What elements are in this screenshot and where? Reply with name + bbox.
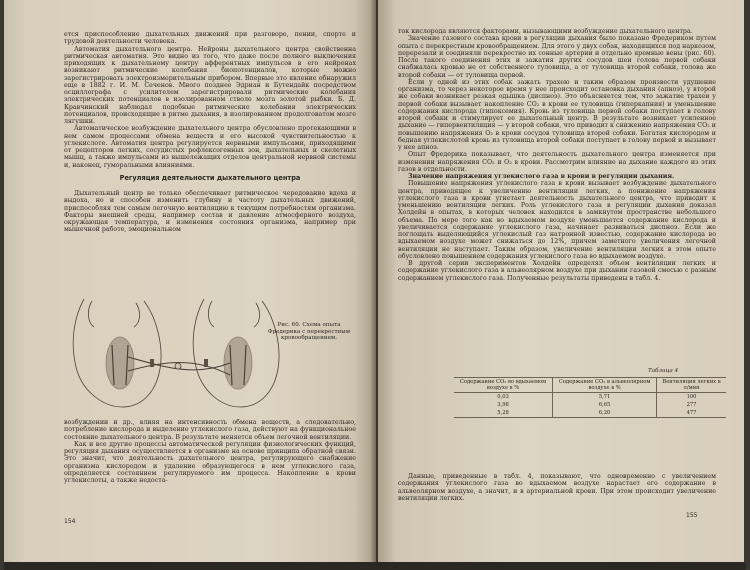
table-header: Содержание CO₂ во вдыхаемом воздухе в % <box>459 379 547 391</box>
open-book <box>4 0 746 568</box>
right-page <box>378 0 744 562</box>
section-title: Регуляция деятельности дыхательного центра <box>119 173 301 182</box>
table-cell: 0,03 <box>497 394 509 400</box>
paragraph: Повышение напряжения углекислого газа в крови вызывает возбуждение дыхательного центра, приводящее к увеличению вентиляции легких, а понижение напряжения углекислого газа в крови угнетает деятельность дыхательного центра, что приводит к уменьшению вентиляции легких. Роль углекислого газа в регуляции дыхания доказал Холдейн в опытах, в которых человек находился в замкнутом пространстве небольшого объема. По мере того как во вдыхаемом воздухе уменьшается содержание кислорода и увеличивается содержание углекислого газа, начинает развиваться диспноэ. Если же поглощать выделяющийся углекислый газ натронной известью, содержание кислорода во вдыхаемом воздухе может снижаться до 12%, причем заметного увеличения легочной вентиляции не наступает. Таким образом, увеличение вентиляции легких в этом опыте обусловлено повышением содержания углекислого газа во вдыхаемом воздухе. <box>398 180 716 260</box>
paragraph: ток кислорода являются факторами, вызывающими возбуждение дыхательного центра. <box>398 28 693 35</box>
paragraph: Автоматическое возбуждение дыхательного центра обусловлено протекающими в нем самом процессами обмена веществ и его высокой чувствительностью к углекислоте. Автоматия центра регулируется нервными импульсами, приходящими от рецепторов легких, сосудистых рефлексогенных зон, дыхательных и скелетных мышц, а также импульсами из вышележащих отделов центральной нервной системы и, наконец, гуморальными влияниями. <box>64 125 356 169</box>
table-cell: 277 <box>657 401 726 409</box>
paragraph: ется приспособление дыхательных движений при разговоре, пении, спорте и трудовой деятельности человека. <box>64 31 356 46</box>
subsection-title: Значение напряжения углекислого газа в крови в регуляции дыхания. <box>408 173 675 180</box>
table-header: Вентиляция легких в л/мин <box>657 378 726 393</box>
table-row <box>454 393 726 402</box>
table-cell: 6,20 <box>553 409 657 418</box>
table-row <box>454 409 726 418</box>
paragraph: возбуждении и др., влияя на интенсивность обмена веществ, а следовательно, потребление кислорода и выделение углекислого газа, действуют на функциональное состояние дыхательного центра. В результате меняется объем легочной вентиляции. <box>64 419 356 441</box>
paragraph: Как и все другие процессы автоматической регуляции физиологических функций, регуляция дыхания осуществляется в организме на основе принципа обратной связи. Это значит, что деятельность дыхательного центра, регулирующего снабжение организма кислородом и удаление образующегося в нем углекислого газа, определяется состоянием регулируемого им процесса. Накопление в крови углекислоты, а также недоста- <box>64 440 356 484</box>
table-row <box>454 401 726 409</box>
figure-caption: Рис. 60. Схема опыта Фредерика с перекрестным кровообращением. <box>267 322 351 342</box>
paragraph: Опыт Фредерика показывает, что деятельность дыхательного центра изменяется при изменении напряжения CO₂ и O₂ в крови. Рассмотрим влияние на дыхание каждого из этих газов в отдельности. <box>398 151 716 173</box>
page-number-right: 155 <box>686 512 698 519</box>
right-text-top <box>398 28 716 282</box>
table-cell: 5,28 <box>497 410 509 416</box>
right-text-bottom <box>398 473 716 502</box>
table-header-row <box>454 378 726 393</box>
paragraph-automatia: Автоматия дыхательного центра. Нейроны дыхательного центра свойственна ритмическая автоматия. Это видно из того, что даже после полного выключения приходящих к дыхательному центру афферентных импульсов в его нейронах возникают ритмические колебания биопотенциалов, которые можно зарегистрировать электроизмерительным прибором. Впервые это явление обнаружил еще в 1882 г. И. М. Сеченов. Много позднее Эдриан и Бутендайк посредством осциллографа с усилителем зарегистрировали ритмические колебания электрических потенциалов в изолированном стволе мозга золотой рыбки. Б. Д. Кравчинский наблюдал подобные ритмические колебания электрических потенциалов, происходящие в ритме дыхания, в изолированном продолговатом мозге лягушки. <box>64 45 356 125</box>
page-number-left: 154 <box>64 518 76 525</box>
page-shadow <box>4 562 746 570</box>
table-cell: 5,71 <box>553 393 657 402</box>
left-text-top <box>64 31 356 234</box>
paragraph: Данные, приведенные в табл. 4, показывают, что одновременно с увеличением содержания углекислого газа во вдыхаемом воздухе нарастает его содержание в альвеолярном воздухе, а значит, и в артериальной крови. При этом происходит увеличение вентиляции легких. <box>398 473 716 502</box>
paragraph: В другой серии экспериментов Холдейн определял объем вентиляции легких и содержание углекислого газа в альвеолярном воздухе при дыхании газовой смесью с разным содержанием углекислого газа. Полученные результаты приведены в табл. 4. <box>398 260 716 282</box>
left-text-bottom <box>64 419 356 484</box>
table-title: Таблица 4 <box>648 368 679 374</box>
paragraph: Значение газового состава крови в регуляции дыхания было показано Фредериком путем опыта с перекрестным кровообращением. Для этого у двух собак, находящихся под наркозом, перерезали и соединяли перекрестно их сонные артерии и отдельно яремные вены (рис. 60). После такого соединения этих и зажатия других сосудов шеи голова первой собаки снабжалась кровью не от собственного туловища, а от туловища второй собаки, голова же второй собаки — от туловища первой. <box>398 35 716 79</box>
table-cell: 6,65 <box>553 401 657 409</box>
left-page <box>4 0 376 562</box>
table-header: Содержание CO₂ в альвеолярном воздухе в % <box>553 378 657 393</box>
table-cell: 477 <box>657 409 726 418</box>
figure-crossed-circulation-dogs <box>64 297 356 409</box>
table-cell: 3,98 <box>497 402 509 408</box>
table-cell: 100 <box>657 393 726 402</box>
paragraph: Если у одной из этих собак зажать трахею и таким образом произвести удушение организма, то через некоторое время у нее происходит остановка дыхания (апноэ), у второй же собаки возникает резкая одышка (диспноэ). Это объясняется тем, что зажатие трахеи у первой собаки вызывает накопление CO₂ в крови ее туловища (гиперкапния) и уменьшение содержания кислорода (гипоксемия). Кровь из туловища первой собаки поступает в голову второй собаки и стимулирует ее дыхательный центр. В результате возникает усиленное дыхание — гипервентиляция — у второй собаки, что приводит к снижению напряжения CO₂ и повышению напряжения O₂ в крови сосудов туловища второй собаки. Богатая кислородом и бедная углекислотой кровь из туловища второй собаки поступает в голову первой и вызывает у нее апноэ. <box>398 78 717 151</box>
data-table <box>454 377 726 418</box>
paragraph: Дыхательный центр не только обеспечивает ритмическое чередование вдоха и выдоха, но и способен изменить глубину и частоту дыхательных движений, приспособляя тем самым легочную вентиляцию к текущим потребностям организма. Факторы внешней среды, например состав и давление атмосферного воздуха, окружающая температура, и изменения состояния организма, например при мышечной работе, эмоциональном <box>64 190 356 234</box>
